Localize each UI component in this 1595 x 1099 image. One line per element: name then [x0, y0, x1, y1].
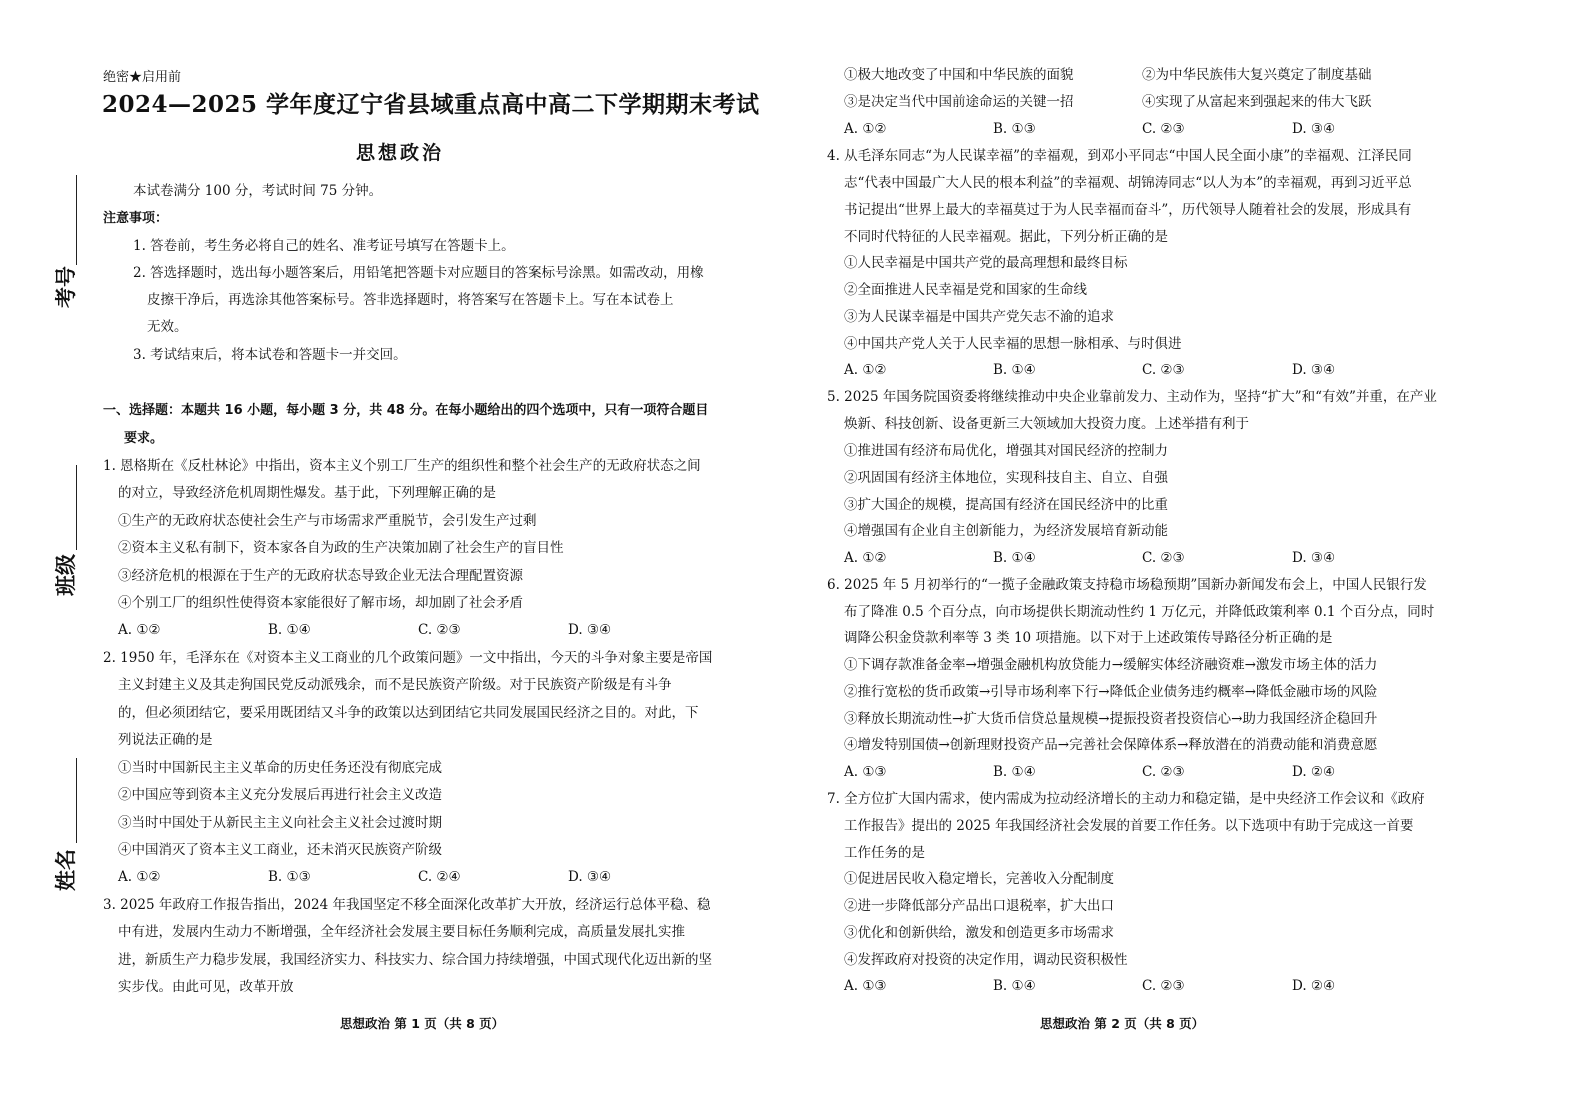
question-stem: 6. 2025 年 5 月初举行的“一揽子金融政策支持稳市场稳预期”国新办新闻发布会上，中国人民银行发 [827, 577, 1427, 593]
question-stem: 布了降准 0.5 个百分点，向市场提供长期流动性约 1 万亿元，并降低政策利率 0.1 个百分点，同时 [844, 604, 1435, 620]
statement-item: ②全面推进人民幸福是党和国家的生命线 [844, 282, 1087, 298]
option-b: B. ①③ [993, 121, 1036, 137]
statement-item: ③扩大国企的规模，提高国有经济在国民经济中的比重 [844, 497, 1168, 513]
question-stem: 1. 恩格斯在《反杜林论》中指出，资本主义个别工厂生产的组织性和整个社会生产的无政府状态之间 [103, 458, 701, 474]
statement-item: ③经济危机的根源在于生产的无政府状态导致企业无法合理配置资源 [118, 568, 523, 584]
option-b: B. ①④ [993, 362, 1036, 378]
option-a: A. ①② [844, 121, 887, 137]
question-stem: 中有进，发展内生动力不断增强，全年经济社会发展主要目标任务顺利完成，高质量发展扎实推 [118, 924, 685, 940]
page-footer: 思想政治 第 1 页（共 8 页） [340, 1016, 505, 1031]
exam-title: 2024—2025 学年度辽宁省县域重点高中高二下学期期末考试 [102, 91, 760, 118]
statement-item: ③为人民谋幸福是中国共产党矢志不渝的追求 [844, 309, 1114, 325]
option-b: B. ①④ [993, 764, 1036, 780]
question-stem: 实步伐。由此可见，改革开放 [118, 979, 294, 995]
option-d: D. ③④ [1292, 550, 1336, 566]
question-stem: 主义封建主义及其走狗国民党反动派残余，而不是民族资产阶级。对于民族资产阶级是有斗争 [118, 677, 672, 693]
section-heading-cont: 要求。 [124, 431, 164, 446]
option-c: C. ②③ [418, 622, 461, 638]
option-d: D. ③④ [568, 622, 612, 638]
option-b: B. ①④ [268, 622, 311, 638]
notice-line: 无效。 [147, 319, 188, 335]
notice-line: 2. 答选择题时，选出每小题答案后，用铅笔把答题卡对应题目的答案标号涂黑。如需改动，用橡 [133, 265, 704, 281]
question-stem: 书记提出“世界上最大的幸福莫过于为人民幸福而奋斗”，历代领导人随着社会的发展，形成具有 [844, 202, 1412, 218]
option-b: B. ①④ [993, 978, 1036, 994]
statement-item: ①人民幸福是中国共产党的最高理想和最终目标 [844, 255, 1128, 271]
statement-item: ③释放长期流动性→扩大货币信贷总量规模→提振投资者投资信心→助力我国经济企稳回升 [844, 711, 1378, 727]
notice-line: 1. 答卷前，考生务必将自己的姓名、准考证号填写在答题卡上。 [133, 238, 515, 254]
notice-line: 3. 考试结束后，将本试卷和答题卡一并交回。 [133, 347, 407, 363]
statement-item: ①下调存款准备金率→增强金融机构放贷能力→缓解实体经济融资难→激发市场主体的活力 [844, 657, 1378, 673]
question-stem: 工作报告》提出的 2025 年我国经济社会发展的首要工作任务。以下选项中有助于完成这一首要 [844, 818, 1414, 834]
option-c: C. ②③ [1142, 550, 1185, 566]
option-d: D. ③④ [568, 869, 612, 885]
statement-item: ④增发特别国债→创新理财投资产品→完善社会保障体系→释放潜在的消费动能和消费意愿 [844, 737, 1378, 753]
option-b: B. ①③ [268, 869, 311, 885]
statement-item: ③当时中国处于从新民主主义向社会主义社会过渡时期 [118, 815, 442, 831]
question-stem: 工作任务的是 [844, 845, 925, 861]
question-stem: 进，新质生产力稳步发展，我国经济实力、科技实力、综合国力持续增强，中国式现代化迈出新的坚 [118, 952, 712, 968]
question-stem: 5. 2025 年国务院国资委将继续推动中央企业靠前发力、主动作为，坚持“扩大”和“有效”并重，在产业 [827, 389, 1437, 405]
statement-item: ②为中华民族伟大复兴奠定了制度基础 [1142, 67, 1372, 83]
question-stem: 列说法正确的是 [118, 732, 213, 748]
statement-item: ④中国共产党人关于人民幸福的思想一脉相承、与时俱进 [844, 336, 1182, 352]
exam-number-label: 考号 [54, 266, 78, 308]
statement-item: ④发挥政府对投资的决定作用，调动民资积极性 [844, 952, 1128, 968]
question-stem: 2. 1950 年，毛泽东在《对资本主义工商业的几个政策问题》一文中指出，今天的斗争对象主要是帝国 [103, 650, 713, 666]
option-c: C. ②④ [418, 869, 461, 885]
statement-item: ②资本主义私有制下，资本家各自为政的生产决策加剧了社会生产的盲目性 [118, 540, 564, 556]
statement-item: ④实现了从富起来到强起来的伟大飞跃 [1142, 94, 1372, 110]
section-heading: 一、选择题：本题共 16 小题，每小题 3 分，共 48 分。在每小题给出的四个选项中，只有一项符合题目 [103, 403, 709, 418]
question-stem: 7. 全方位扩大国内需求，使内需成为拉动经济增长的主动力和稳定锚，是中央经济工作会议和《政府 [827, 791, 1425, 807]
option-d: D. ②④ [1292, 978, 1336, 994]
question-stem: 3. 2025 年政府工作报告指出，2024 年我国坚定不移全面深化改革扩大开放，经济运行总体平稳、稳 [103, 897, 711, 913]
option-a: A. ①③ [844, 978, 887, 994]
name-label: 姓名 [54, 849, 78, 891]
subject-title: 思想政治 [355, 142, 444, 164]
option-a: A. ①② [844, 362, 887, 378]
statement-item: ②推行宽松的货币政策→引导市场利率下行→降低企业债务违约概率→降低金融市场的风险 [844, 684, 1378, 700]
question-stem: 不同时代特征的人民幸福观。据此，下列分析正确的是 [844, 229, 1168, 245]
option-d: D. ②④ [1292, 764, 1336, 780]
statement-item: ②中国应等到资本主义充分发展后再进行社会主义改造 [118, 787, 442, 803]
statement-item: ①生产的无政府状态使社会生产与市场需求严重脱节，会引发生产过剩 [118, 513, 537, 529]
statement-item: ④个别工厂的组织性使得资本家能很好了解市场，却加剧了社会矛盾 [118, 595, 523, 611]
option-c: C. ②③ [1142, 121, 1185, 137]
option-d: D. ③④ [1292, 121, 1336, 137]
option-a: A. ①② [844, 550, 887, 566]
statement-item: ①极大地改变了中国和中华民族的面貌 [844, 67, 1074, 83]
statement-item: ①推进国有经济布局优化，增强其对国民经济的控制力 [844, 443, 1168, 459]
option-b: B. ①④ [993, 550, 1036, 566]
question-stem: 的对立，导致经济危机周期性爆发。基于此，下列理解正确的是 [118, 485, 496, 501]
option-c: C. ②③ [1142, 764, 1185, 780]
notice-heading: 注意事项： [103, 211, 169, 226]
page-footer: 思想政治 第 2 页（共 8 页） [1040, 1016, 1205, 1031]
confidential-mark: 绝密★启用前 [103, 70, 182, 85]
option-a: A. ①② [118, 622, 161, 638]
option-c: C. ②③ [1142, 978, 1185, 994]
statement-item: ①当时中国新民主主义革命的历史任务还没有彻底完成 [118, 760, 442, 776]
option-a: A. ①③ [844, 764, 887, 780]
class-label: 班级 [54, 554, 78, 596]
page-2 [800, 0, 1595, 1099]
statement-item: ②巩固国有经济主体地位，实现科技自主、自立、自强 [844, 470, 1168, 486]
option-c: C. ②③ [1142, 362, 1185, 378]
question-stem: 调降公积金贷款利率等 3 类 10 项措施。以下对于上述政策传导路径分析正确的是 [844, 630, 1333, 646]
statement-item: ④中国消灭了资本主义工商业，还未消灭民族资产阶级 [118, 842, 442, 858]
question-stem: 志“代表中国最广大人民的根本利益”的幸福观、胡锦涛同志“以人为本”的幸福观，再到习近平总 [844, 175, 1412, 191]
option-d: D. ③④ [1292, 362, 1336, 378]
intro-text: 本试卷满分 100 分，考试时间 75 分钟。 [133, 183, 383, 199]
statement-item: ①促进居民收入稳定增长，完善收入分配制度 [844, 871, 1114, 887]
question-stem: 的，但必须团结它，要采用既团结又斗争的政策以达到团结它共同发展国民经济之目的。对此，下 [118, 705, 699, 721]
statement-item: ②进一步降低部分产品出口退税率，扩大出口 [844, 898, 1114, 914]
notice-line: 皮擦干净后，再选涂其他答案标号。答非选择题时，将答案写在答题卡上。写在本试卷上 [147, 292, 674, 308]
option-a: A. ①② [118, 869, 161, 885]
question-stem: 焕新、科技创新、设备更新三大领域加大投资力度。上述举措有利于 [844, 416, 1249, 432]
statement-item: ③是决定当代中国前途命运的关键一招 [844, 94, 1074, 110]
statement-item: ④增强国有企业自主创新能力，为经济发展培育新动能 [844, 523, 1168, 539]
question-stem: 4. 从毛泽东同志“为人民谋幸福”的幸福观，到邓小平同志“中国人民全面小康”的幸福观、江泽民同 [827, 148, 1412, 164]
statement-item: ③优化和创新供给，激发和创造更多市场需求 [844, 925, 1114, 941]
